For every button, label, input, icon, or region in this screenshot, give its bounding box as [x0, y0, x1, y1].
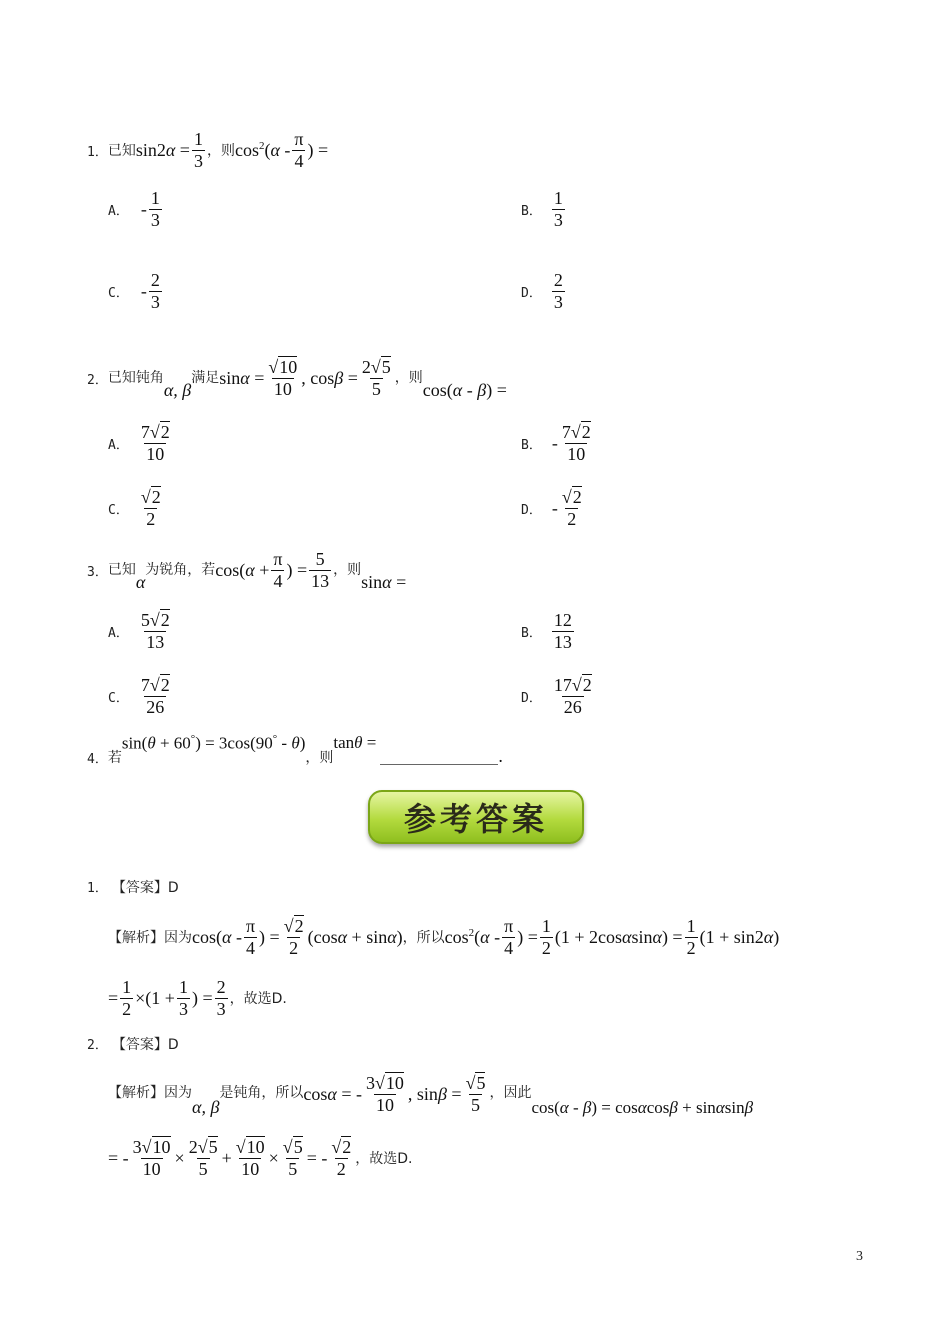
- option-value: $\frac{17√2}{26}$: [553, 674, 592, 717]
- option-a[interactable]: [108, 418, 174, 468]
- analysis-text: ，故选D.: [355, 1151, 413, 1167]
- fraction: $\frac{2√5}{5}$: [188, 1136, 218, 1179]
- option-label: C．: [108, 285, 129, 301]
- option-c[interactable]: [108, 483, 165, 533]
- analysis-text: 是钝角，所以: [219, 1085, 304, 1101]
- option-sign: -: [140, 280, 147, 301]
- option-value: $\frac{√2}{2}$: [561, 486, 582, 529]
- question-text: ，则: [394, 370, 423, 386]
- option-value: $\frac{5√2}{13}$: [140, 609, 170, 652]
- option-value: $\frac{1}{3}$: [150, 187, 160, 230]
- option-value: $\frac{7√2}{10}$: [561, 421, 591, 464]
- analysis-text: ，所以: [402, 930, 445, 946]
- option-label: B．: [521, 437, 542, 453]
- option-label: D．: [521, 285, 542, 301]
- option-label: A．: [108, 437, 129, 453]
- formula: ×(1 +: [135, 987, 175, 1008]
- option-c[interactable]: [108, 671, 174, 721]
- answer-blank[interactable]: [380, 750, 498, 765]
- option-d[interactable]: [521, 483, 586, 533]
- fraction: $\frac{√10}{10}$: [235, 1136, 265, 1179]
- question-text: .: [498, 746, 503, 766]
- option-sign: -: [551, 432, 558, 453]
- fraction: $\frac{1}{2}$: [541, 915, 551, 958]
- fraction: $\frac{√10}{10}$: [268, 356, 298, 399]
- formula: ) =: [259, 926, 280, 947]
- answer-label: 【答案】D: [111, 880, 179, 896]
- option-a[interactable]: [108, 186, 164, 232]
- formula: (1 + 2cosαsinα) =: [554, 926, 683, 947]
- formula: tanθ =: [333, 733, 377, 752]
- question-number: 3．: [87, 564, 108, 580]
- formula: sinα =: [361, 572, 407, 592]
- formula: +: [221, 1147, 232, 1168]
- question-number: 1．: [87, 144, 108, 160]
- formula: , sinβ =: [407, 1083, 462, 1104]
- fraction: $\frac{3√10}{10}$: [132, 1136, 171, 1179]
- answer-1-header: [87, 877, 179, 897]
- option-label: D．: [521, 502, 542, 518]
- fraction: $\frac{3√10}{10}$: [366, 1072, 404, 1115]
- question-text: 满足: [191, 370, 220, 386]
- formula: cos(α -: [192, 926, 242, 947]
- fraction: $\frac{\pi}{4}$: [273, 548, 283, 591]
- formula: ×: [174, 1147, 185, 1168]
- formula: sin2α =: [135, 139, 190, 160]
- fraction: $\frac{1}{2}$: [686, 915, 696, 958]
- answer-1-analysis: [108, 912, 779, 962]
- option-sign: -: [140, 198, 147, 219]
- option-value: $\frac{1}{3}$: [553, 187, 563, 230]
- question-text: 已知: [107, 562, 136, 578]
- fraction: $\frac{5}{13}$: [311, 548, 330, 591]
- formula: $\cos^2(\alpha$ -: [444, 926, 501, 947]
- analysis-text: 因为: [164, 930, 192, 946]
- formula: sinα =: [219, 367, 265, 388]
- analysis-label: 【解析】: [108, 1085, 164, 1101]
- fraction: $\frac{√2}{2}$: [283, 915, 304, 958]
- question-text: 为锐角，若: [145, 562, 216, 578]
- option-sign: -: [551, 497, 558, 518]
- option-b[interactable]: [521, 418, 595, 468]
- fraction: $\frac{\pi}{4}$: [504, 915, 514, 958]
- question-text: 已知: [107, 143, 136, 159]
- question-text: 若: [107, 750, 122, 766]
- option-a[interactable]: [108, 606, 174, 656]
- option-label: D．: [521, 690, 542, 706]
- option-label: A．: [108, 625, 129, 641]
- formula: = -: [108, 1147, 129, 1168]
- question-text: ，则: [305, 750, 334, 766]
- option-b[interactable]: [521, 186, 567, 232]
- answer-number: 2．: [87, 1038, 108, 1053]
- option-label: B．: [521, 203, 542, 219]
- option-value: $\frac{√2}{2}$: [140, 486, 161, 529]
- fraction: $\frac{1}{3}$: [193, 128, 203, 171]
- fraction: $\frac{1}{3}$: [178, 976, 188, 1019]
- formula: α, β: [192, 1097, 220, 1117]
- banner-title: 参考答案: [403, 800, 548, 838]
- formula: (1 + sin2α): [699, 926, 780, 947]
- question-number: 2．: [87, 372, 108, 388]
- answer-number: 1．: [87, 881, 108, 896]
- formula: =: [108, 987, 119, 1008]
- formula: cosα = -: [303, 1083, 363, 1104]
- answer-label: 【答案】D: [111, 1037, 179, 1053]
- option-value: $\frac{12}{13}$: [553, 609, 572, 652]
- option-value: $\frac{7√2}{26}$: [140, 674, 170, 717]
- formula: α, β: [163, 380, 192, 400]
- analysis-label: 【解析】: [108, 930, 164, 946]
- option-label: B．: [521, 625, 542, 641]
- formula: cos(α - β) =: [422, 380, 507, 400]
- question-2: [87, 353, 507, 403]
- fraction: $\frac{1}{2}$: [122, 976, 132, 1019]
- analysis-text: ，故选D.: [229, 991, 287, 1007]
- answer-2-result: [108, 1132, 412, 1184]
- option-label: A．: [108, 203, 129, 219]
- page-number: 3: [856, 1249, 863, 1264]
- analysis-text: ，因此: [489, 1085, 532, 1101]
- answer-1-result: [108, 973, 287, 1023]
- formula: ) =: [286, 559, 308, 580]
- question-4: [87, 733, 503, 769]
- option-value: $\frac{2}{3}$: [553, 269, 563, 312]
- option-value: $\frac{7√2}{10}$: [140, 421, 170, 464]
- fraction: $\frac{2}{3}$: [216, 976, 226, 1019]
- option-d[interactable]: [521, 268, 567, 314]
- option-c[interactable]: [108, 268, 164, 314]
- formula: sin(θ + 60°) = 3cos(90° - θ): [121, 733, 306, 753]
- formula: (cosα + sinα): [307, 926, 403, 947]
- formula: ) =: [517, 926, 538, 947]
- fraction: $\frac{\pi}{4}$: [245, 915, 256, 958]
- question-text: ，则: [333, 562, 362, 578]
- option-label: C．: [108, 502, 129, 518]
- formula: , cosβ =: [301, 367, 358, 388]
- question-text: ，则: [206, 143, 235, 159]
- formula: = -: [306, 1147, 328, 1168]
- answer-2-analysis: [108, 1068, 753, 1120]
- option-d[interactable]: [521, 671, 596, 721]
- fraction: $\frac{√5}{5}$: [282, 1136, 303, 1179]
- formula: cos(α - β) = cosαcosβ + sinαsinβ: [531, 1098, 754, 1117]
- formula: α: [135, 572, 146, 592]
- option-b[interactable]: [521, 606, 576, 656]
- formula: ×: [268, 1147, 279, 1168]
- fraction: $\frac{√2}{2}$: [331, 1136, 352, 1179]
- fraction: $\frac{2√5}{5}$: [361, 356, 391, 399]
- fraction: $\frac{\pi}{4}$: [294, 128, 304, 171]
- question-text: 已知钝角: [107, 370, 164, 386]
- formula: ) =: [191, 987, 213, 1008]
- question-3: [87, 545, 406, 595]
- analysis-text: 因为: [164, 1085, 192, 1101]
- formula: ) =: [307, 139, 329, 160]
- answer-2-header: [87, 1034, 179, 1054]
- option-label: C．: [108, 690, 129, 706]
- question-1: [87, 128, 328, 172]
- fraction: $\frac{√5}{5}$: [465, 1072, 486, 1115]
- option-value: $\frac{2}{3}$: [150, 269, 160, 312]
- answer-banner: [368, 790, 584, 844]
- formula: cos(α +: [215, 559, 270, 580]
- question-number: 4．: [87, 752, 108, 767]
- formula: $\cos^2(\alpha$ -: [234, 139, 291, 160]
